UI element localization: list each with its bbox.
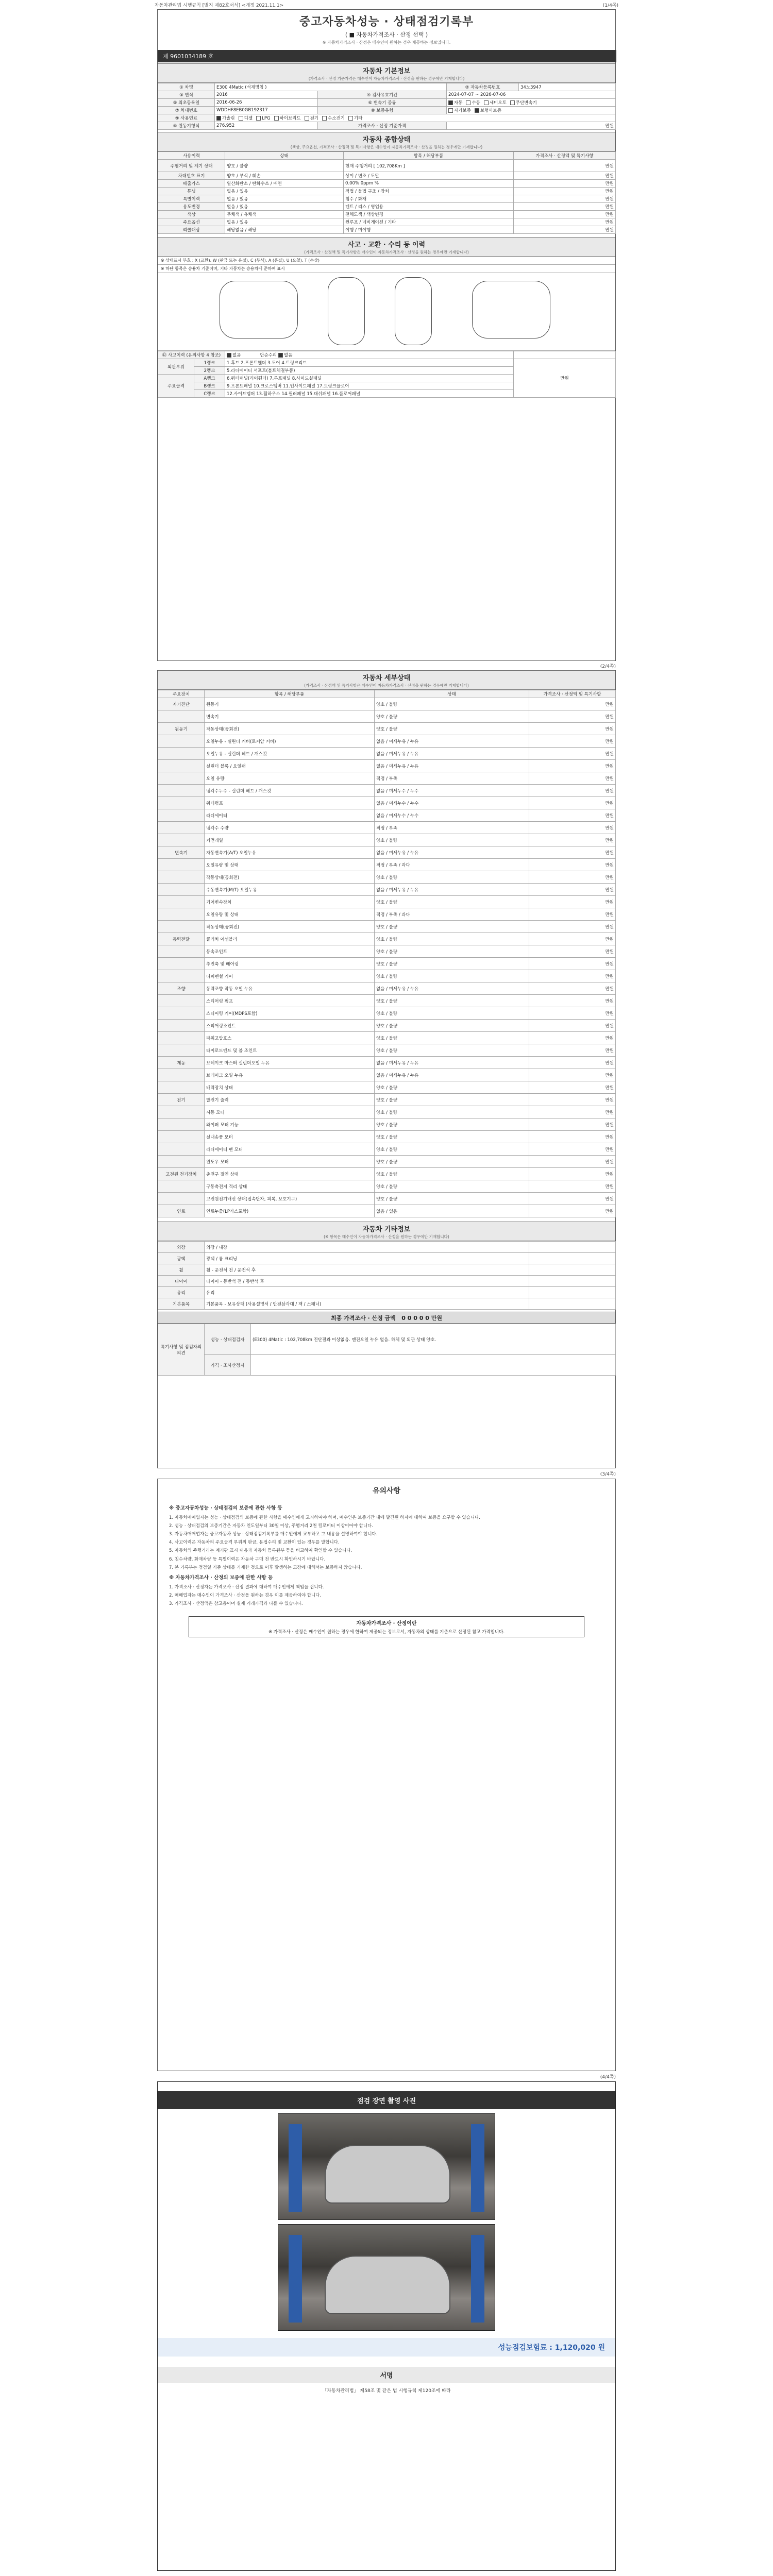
detail-state: 양호 / 불량 — [375, 945, 529, 958]
detail-state: 양호 / 불량 — [375, 933, 529, 945]
checkbox-icon — [448, 100, 453, 105]
detail-group: 변속기 — [158, 846, 205, 859]
detail-group — [158, 871, 205, 884]
detail-group: 원동기 — [158, 723, 205, 735]
general-status-table: 사용이력 상태 항목 / 해당부품 가격조사 · 산정액 및 특기사항 주행거리 및 계기 상태 양호 / 불량 현재 주행거리 [ 102,708Km ] 만원 차대번호 표기 양호 / 부식 / 훼손 상이 / 변조 / 도말 만원 배출가스 일산화탄소 / 탄화수소 / 매연 0.00% 0ppm % 만원 튜닝 없음 / 있음 적법 / 불법 구조 / 장치 만원 특별이력 없음 / 있음 침수 / 화재 만원 용도변경 없음 / 있음 렌트 / 리스 / 영업용 만원 색상 무채색 / 유채색 전체도색 / 색상변경 만원 주요옵션 없음 / 있음 썬루프 / 네비게이션 / 기타 만원 리콜대상 해당없음 / 해당 이행 / 미이행 만원 — [158, 151, 616, 234]
detail-row — [158, 982, 616, 995]
detail-group — [158, 834, 205, 846]
detail-price: 만원 — [529, 772, 616, 785]
detail-item: 스티어링 펌프 — [205, 995, 375, 1007]
detail-group — [158, 1180, 205, 1193]
detail-row — [158, 785, 616, 797]
detail-group: 동력전달 — [158, 933, 205, 945]
detail-state: 없음 / 미세누유 / 누유 — [375, 884, 529, 896]
detail-price: 만원 — [529, 1131, 616, 1143]
car-side-left-diagram — [220, 281, 298, 338]
detail-state: 양호 / 불량 — [375, 1044, 529, 1057]
accident-history-values: 없음 단순수리 없음 — [225, 351, 514, 359]
detail-group — [158, 945, 205, 958]
detail-price: 만원 — [529, 822, 616, 834]
detail-price: 만원 — [529, 871, 616, 884]
detail-item: 클러치 어셈블리 — [205, 933, 375, 945]
detail-group: 고전원 전기장치 — [158, 1168, 205, 1180]
detail-group — [158, 995, 205, 1007]
detail-group — [158, 859, 205, 871]
detail-group — [158, 958, 205, 970]
detail-group — [158, 809, 205, 822]
detail-item: 냉각수 수량 — [205, 822, 375, 834]
detail-state: 없음 / 미세누유 / 누유 — [375, 1057, 529, 1069]
detail-group — [158, 748, 205, 760]
label-reg-no: ② 자동차등록번호 — [447, 83, 519, 91]
detail-group — [158, 710, 205, 723]
car-top-frame-diagram — [395, 277, 432, 345]
section-title-detail: 자동차 세부상태 — [362, 674, 411, 682]
detail-state: 없음 / 미세누유 / 누유 — [375, 760, 529, 772]
detail-state: 양호 / 불량 — [375, 1156, 529, 1168]
detail-item: 브레이크 마스터 실린더오일 누유 — [205, 1057, 375, 1069]
signature-title: 서명 — [158, 2367, 615, 2383]
final-price-title: 최종 가격조사 · 산정 금액 — [331, 1315, 396, 1321]
detail-state: 적정 / 부족 — [375, 772, 529, 785]
detail-row — [158, 1168, 616, 1180]
detail-item: 변속기 — [205, 710, 375, 723]
detail-item: 배력장치 상태 — [205, 1081, 375, 1094]
detail-price: 만원 — [529, 1193, 616, 1205]
page-4 — [157, 2081, 616, 2571]
detail-state: 양호 / 불량 — [375, 871, 529, 884]
detail-item: 커먼레일 — [205, 834, 375, 846]
detail-group — [158, 797, 205, 809]
page-number: (1/4쪽) — [602, 3, 618, 8]
detail-state: 양호 / 불량 — [375, 896, 529, 908]
detail-row — [158, 1180, 616, 1193]
detail-price: 만원 — [529, 1032, 616, 1044]
label-car-name: ① 차명 — [158, 83, 215, 91]
page-subtitle: ( ■ 자동차가격조사 · 산정 선택 ) — [345, 31, 428, 38]
detail-item: 작동상태(공회전) — [205, 723, 375, 735]
section-note-accident: (가격조사 · 산정액 및 특기사항은 매수인이 자동차가격조사 · 산정을 원하는 경우에만 기재합니다) — [304, 250, 469, 255]
value-price-basis: 만원 — [447, 122, 616, 130]
detail-price: 만원 — [529, 1044, 616, 1057]
detail-item: 스티어링 기어(MDPS포함) — [205, 1007, 375, 1020]
detail-price: 만원 — [529, 859, 616, 871]
detail-row — [158, 1069, 616, 1081]
detail-price: 만원 — [529, 1168, 616, 1180]
detail-item: 라디에이터 팬 모터 — [205, 1143, 375, 1156]
detail-row — [158, 1032, 616, 1044]
detail-price: 만원 — [529, 982, 616, 995]
detail-item: 기어변속장치 — [205, 896, 375, 908]
detail-row — [158, 846, 616, 859]
detail-state: 없음 / 미세누유 / 누유 — [375, 982, 529, 995]
detail-row — [158, 834, 616, 846]
detail-state: 양호 / 불량 — [375, 1118, 529, 1131]
accident-legend: ※ 상태표시 부호 : X (교환), W (판금 또는 용접), C (부식), A (흠집), U (요철), T (손상) — [158, 257, 615, 265]
detail-item: 워터펌프 — [205, 797, 375, 809]
detail-price: 만원 — [529, 1007, 616, 1020]
detail-price: 만원 — [529, 1069, 616, 1081]
photos-title: 점검 장면 촬영 사진 — [158, 2091, 615, 2109]
value-year: 2016 — [215, 91, 318, 99]
detail-state: 양호 / 불량 — [375, 921, 529, 933]
detail-price: 만원 — [529, 933, 616, 945]
detail-price: 만원 — [529, 834, 616, 846]
detail-price: 만원 — [529, 748, 616, 760]
detail-row — [158, 896, 616, 908]
detail-group: 연료 — [158, 1205, 205, 1217]
detail-price: 만원 — [529, 945, 616, 958]
detail-item: 오일 유량 — [205, 772, 375, 785]
detail-state: 양호 / 불량 — [375, 1032, 529, 1044]
detail-group — [158, 735, 205, 748]
detail-group — [158, 1081, 205, 1094]
detail-state: 양호 / 불량 — [375, 1168, 529, 1180]
detail-state: 없음 / 미세누유 / 누유 — [375, 846, 529, 859]
detail-item: 작동상태(공회전) — [205, 921, 375, 933]
detail-row — [158, 995, 616, 1007]
detail-row — [158, 1131, 616, 1143]
detail-row — [158, 1205, 616, 1217]
label-fuel: ⑨ 사용연료 — [158, 114, 215, 122]
detail-price: 만원 — [529, 1020, 616, 1032]
notice-heading-2: ※ 자동차가격조사 · 산정의 보증에 관한 사항 등 — [169, 1574, 273, 1581]
transmission-options: 자동 수동 세미오토 무단변속기 — [447, 99, 616, 107]
detail-state: 양호 / 불량 — [375, 995, 529, 1007]
detail-row — [158, 1094, 616, 1106]
detail-item: 동력조향 작동 오일 누유 — [205, 982, 375, 995]
detail-row — [158, 859, 616, 871]
section-note-general: (색상, 주요옵션, 가격조사 · 산정액 및 특기사항은 매수인이 자동차가격조사 · 산정을 원하는 경우에만 기재합니다) — [290, 145, 483, 149]
detail-price: 만원 — [529, 760, 616, 772]
detail-state: 적정 / 부족 / 과다 — [375, 859, 529, 871]
detail-group — [158, 896, 205, 908]
detail-state: 없음 / 있음 — [375, 1205, 529, 1217]
detail-item: 추진축 및 베어링 — [205, 958, 375, 970]
value-car-name: E300 4Matic (석재명칭 ) — [215, 83, 447, 91]
warranty-options: 자가보증 보험사보증 — [447, 107, 616, 114]
detail-price: 만원 — [529, 921, 616, 933]
detail-row — [158, 1007, 616, 1020]
detail-row — [158, 1020, 616, 1032]
document-number: 제 9601034189 호 — [158, 50, 616, 62]
detail-row — [158, 1143, 616, 1156]
detail-row — [158, 871, 616, 884]
signature-text: 「자동차관리법」 제58조 및 같은 법 시행규칙 제120조에 따라 — [322, 2388, 451, 2394]
section-note-detail: (가격조사 · 산정액 및 특기사항은 매수인이 자동차가격조사 · 산정을 원하는 경우에만 기재합니다) — [304, 683, 469, 688]
detail-group — [158, 921, 205, 933]
page-number-3: (3/4쪽) — [600, 1472, 616, 1477]
detail-row — [158, 1106, 616, 1118]
detail-status-table: 주요장치 항목 / 해당부품 상태 가격조사 · 산정액 및 특기사항 자기진단 원동기 양호 / 불량 만원 변속기 양호 / 불량 만원 원동기 작동상태(공회전) 양호 / 불량 만원 오일누유 - 실린더 커버(로커암 커버) 없음 / 미세누유 / 누유 만원 오일누유 - 실린더 헤드 / 개스킷 없음 / 미세누유 / 누유 만원 실린더 블록 / 오일팬 없음 / 미세누유 / 누유 만원 오일 유량 적정 / 부족 만원 냉각수누수 - 실린더 헤드 / 개스킷 없음 / 미세누수 / 누수 만원 워터펌프 없음 / 미세누수 / 누수 만원 라디에이터 없음 / 미세누수 / 누수 만원 냉각수 수량 적정 / 부족 만원 커먼레일 양호 / 불량 만원 변속기 자동변속기(A/T) 오일누유 없음 / 미세누유 / 누유 만원 오일유량 및 상태 적정 / 부족 / 과다 만원 작동상태(공회전) 양호 / 불량 만원 수동변속기(M/T) 오일누유 없음 / 미세누유 / 누유 만원 기어변속장치 양호 / 불량 만원 오일유량 및 상태 적정 / 부족 / 과다 만원 작동상태(공회전) 양호 / 불량 만원 동력전달 클러치 어셈블리 양호 / 불량 만원 등속조인트 양호 / 불량 만원 추진축 및 베어링 양호 / 불량 만원 디퍼렌셜 기어 양호 / 불량 만원 조향 동력조향 작동 오일 누유 없음 / 미세누유 / 누유 만원 스티어링 펌프 양호 / 불량 만원 스티어링 기어(MDPS포함) 양호 / 불량 만원 스티어링조인트 양호 / 불량 만원 파워고압호스 양호 / 불량 만원 타이로드엔드 및 볼 조인트 양호 / 불량 만원 제동 브레이크 마스터 실린더오일 누유 없음 / 미세누유 / 누유 만원 브레이크 오일 누유 없음 / 미세누유 / 누유 만원 배력장치 상태 양호 / 불량 만원 전기 발전기 출력 양호 / 불량 만원 시동 모터 양호 / 불량 만원 와이퍼 모터 기능 양호 / 불량 만원 실내송풍 모터 양호 / 불량 만원 라디에이터 팬 모터 양호 / 불량 만원 윈도우 모터 양호 / 불량 만원 고전원 전기장치 충전구 절연 상태 양호 / 불량 만원 구동축전지 격리 상태 양호 / 불량 만원 고전원전기배선 상태(접속단자, 피복, 보호기구) 양호 / 불량 만원 연료 연료누출(LP가스포함) 없음 / 있음 만원 — [158, 690, 616, 1217]
detail-item: 브레이크 오일 누유 — [205, 1069, 375, 1081]
detail-price: 만원 — [529, 1205, 616, 1217]
detail-price: 만원 — [529, 735, 616, 748]
page-title: 중고자동차성능 · 상태점검기록부 — [299, 15, 474, 28]
detail-item: 오일유량 및 상태 — [205, 859, 375, 871]
detail-item: 연료누출(LP가스포함) — [205, 1205, 375, 1217]
detail-item: 오일누유 - 실린더 커버(로커암 커버) — [205, 735, 375, 748]
value-reg-no: 34노3947 — [519, 83, 616, 91]
detail-state: 양호 / 불량 — [375, 1007, 529, 1020]
basic-info-table — [158, 83, 616, 130]
value-first-reg: 2016-06-26 — [215, 99, 318, 107]
detail-price: 만원 — [529, 1118, 616, 1131]
label-vin: ⑦ 차대번호 — [158, 107, 215, 114]
car-side-right-diagram — [472, 281, 550, 338]
detail-group — [158, 785, 205, 797]
label-transmission: ⑥ 변속기 종류 — [318, 99, 447, 107]
detail-item: 스티어링조인트 — [205, 1020, 375, 1032]
section-title-other: 자동차 기타정보 — [362, 1226, 411, 1233]
detail-state: 없음 / 미세누유 / 누유 — [375, 735, 529, 748]
detail-group — [158, 1044, 205, 1057]
detail-price: 만원 — [529, 884, 616, 896]
detail-row — [158, 760, 616, 772]
page-note: ※ 자동차가격조사 · 산정은 매수인이 원하는 경우 제공하는 정보입니다. — [322, 40, 451, 45]
section-title-basic: 자동차 기본정보 — [362, 67, 411, 75]
detail-group — [158, 1020, 205, 1032]
detail-row — [158, 822, 616, 834]
detail-row — [158, 921, 616, 933]
detail-row — [158, 1044, 616, 1057]
detail-group: 전기 — [158, 1094, 205, 1106]
page-number-2: (2/4쪽) — [600, 664, 616, 669]
detail-row — [158, 970, 616, 982]
detail-item: 충전구 절연 상태 — [205, 1168, 375, 1180]
detail-group: 자기진단 — [158, 698, 205, 710]
detail-state: 없음 / 미세누수 / 누수 — [375, 809, 529, 822]
detail-group — [158, 1118, 205, 1131]
detail-group — [158, 908, 205, 921]
detail-item: 냉각수누수 - 실린더 헤드 / 개스킷 — [205, 785, 375, 797]
detail-item: 수동변속기(M/T) 오일누유 — [205, 884, 375, 896]
detail-state: 양호 / 불량 — [375, 834, 529, 846]
page-1 — [157, 9, 616, 661]
detail-item: 라디에이터 — [205, 809, 375, 822]
detail-price: 만원 — [529, 710, 616, 723]
page-2 — [157, 670, 616, 1468]
form-header-line — [0, 0, 773, 8]
detail-price: 만원 — [529, 1156, 616, 1168]
detail-price: 만원 — [529, 1143, 616, 1156]
detail-state: 양호 / 불량 — [375, 1106, 529, 1118]
detail-row — [158, 748, 616, 760]
detail-price: 만원 — [529, 1094, 616, 1106]
detail-item: 오일유량 및 상태 — [205, 908, 375, 921]
detail-item: 발전기 출력 — [205, 1094, 375, 1106]
detail-row — [158, 1057, 616, 1069]
detail-state: 양호 / 불량 — [375, 1143, 529, 1156]
opinion-table: 특기사항 및 점검자의 의견 성능 · 상태점검자 (E300) 4Matic : 102,708km 진단결과 이상없음. 엔진오일 누유 없음. 하체 및 외관 상태 양호. 가격 · 조사산정자 — [158, 1324, 616, 1376]
detail-group — [158, 1193, 205, 1205]
detail-group — [158, 1007, 205, 1020]
detail-row — [158, 723, 616, 735]
detail-row — [158, 908, 616, 921]
detail-state: 양호 / 불량 — [375, 710, 529, 723]
detail-item: 파워고압호스 — [205, 1032, 375, 1044]
detail-row — [158, 945, 616, 958]
detail-group — [158, 1032, 205, 1044]
detail-group — [158, 1143, 205, 1156]
value-engine: 276.952 — [215, 122, 318, 130]
detail-state: 양호 / 불량 — [375, 698, 529, 710]
detail-group — [158, 772, 205, 785]
detail-state: 양호 / 불량 — [375, 723, 529, 735]
label-price-basis: 가격조사 · 산정 기준가격 — [318, 122, 447, 130]
form-law-ref: 자동차관리법 시행규칙 [별지 제82호서식] <개정 2021.11.1> — [155, 3, 284, 8]
other-info-table: 외장 외장 / 내장 광택 광택 / 룸 크리닝 휠 휠 - 운전석 전 / 운전석 후 타이어 타이어 - 동반석 전 / 동반석 후 유리 유리 기본품목 기본품목 - 보유상태 (사용설명서 / 안전삼각대 / 잭 / 스패너) — [158, 1241, 616, 1310]
detail-state: 양호 / 불량 — [375, 1020, 529, 1032]
detail-price: 만원 — [529, 958, 616, 970]
detail-price: 만원 — [529, 723, 616, 735]
detail-price: 만원 — [529, 698, 616, 710]
detail-state: 없음 / 미세누유 / 누유 — [375, 748, 529, 760]
detail-state: 양호 / 불량 — [375, 1131, 529, 1143]
notice-title: 유의사항 — [372, 1487, 401, 1495]
detail-row — [158, 884, 616, 896]
detail-row — [158, 797, 616, 809]
detail-item: 오일누유 - 실린더 헤드 / 개스킷 — [205, 748, 375, 760]
detail-price: 만원 — [529, 896, 616, 908]
detail-group — [158, 1131, 205, 1143]
detail-group — [158, 760, 205, 772]
section-title-accident: 사고 · 교환 · 수리 등 이력 — [347, 241, 426, 249]
detail-state: 없음 / 미세누수 / 누수 — [375, 785, 529, 797]
detail-item: 작동상태(공회전) — [205, 871, 375, 884]
detail-state: 양호 / 불량 — [375, 958, 529, 970]
section-title-general: 자동차 종합상태 — [362, 136, 411, 144]
insurance-fee: 성능점검보험료 : 1,120,020 원 — [158, 2338, 615, 2357]
label-engine: ⑩ 원동기형식 — [158, 122, 215, 130]
detail-row — [158, 958, 616, 970]
detail-state: 없음 / 미세누수 / 누수 — [375, 797, 529, 809]
label-inspect: ④ 검사유효기간 — [318, 91, 447, 99]
detail-price: 만원 — [529, 1057, 616, 1069]
detail-state: 양호 / 불량 — [375, 1094, 529, 1106]
detail-price: 만원 — [529, 1106, 616, 1118]
detail-item: 자동변속기(A/T) 오일누유 — [205, 846, 375, 859]
accident-table: ⑫ 사고이력 (유의사항 4 참조) 없음 단순수리 없음 외판부위 1랭크 1.후드 2.프론트휀더 3.도어 4.트렁크리드 만원 2랭크 5.라디에이터 서포트(볼트체결부품) 주요골격 A랭크 6.쿼터패널(리어휀더) 7.루프패널 8.사이드실패널 B랭크 9.프론트패널 10.크로스멤버 11.인사이드패널 17.트렁크플로어 C랭크 12.사이드멤버 13.휠하우스 14.필러패널 15.대쉬패널 16.플로어패널 — [158, 351, 616, 398]
detail-row — [158, 698, 616, 710]
detail-group: 제동 — [158, 1057, 205, 1069]
detail-state: 양호 / 불량 — [375, 970, 529, 982]
detail-group — [158, 970, 205, 982]
detail-price: 만원 — [529, 908, 616, 921]
detail-row — [158, 933, 616, 945]
detail-state: 적정 / 부족 / 과다 — [375, 908, 529, 921]
accident-note: ※ 하단 항목은 승용차 기준이며, 기타 자동차는 승용차에 준하여 표시 — [158, 265, 615, 273]
detail-item: 와이퍼 모터 기능 — [205, 1118, 375, 1131]
detail-item: 원동기 — [205, 698, 375, 710]
detail-item: 고전원전기배선 상태(접속단자, 피복, 보호기구) — [205, 1193, 375, 1205]
detail-row — [158, 1156, 616, 1168]
detail-item: 구동축전지 격리 상태 — [205, 1180, 375, 1193]
label-first-reg: ⑤ 최초등록일 — [158, 99, 215, 107]
detail-price: 만원 — [529, 1180, 616, 1193]
detail-price: 만원 — [529, 970, 616, 982]
section-note-other: (※ 항목은 매수인이 자동차가격조사 · 산정을 원하는 경우에만 기재합니다) — [324, 1234, 449, 1239]
detail-row — [158, 710, 616, 723]
detail-price: 만원 — [529, 785, 616, 797]
inspection-photo-rear — [278, 2224, 495, 2331]
section-note-basic: (가격조사 · 산정 기준가격은 매수인이 자동차가격조사 · 산정을 원하는 경우에만 기재합니다) — [308, 76, 465, 81]
car-top-front-diagram — [328, 277, 365, 345]
detail-state: 양호 / 불량 — [375, 1193, 529, 1205]
detail-group — [158, 884, 205, 896]
detail-state: 적정 / 부족 — [375, 822, 529, 834]
detail-price: 만원 — [529, 846, 616, 859]
detail-row — [158, 772, 616, 785]
detail-row — [158, 1193, 616, 1205]
page-3 — [157, 1479, 616, 2071]
detail-group — [158, 1106, 205, 1118]
label-warranty: ⑧ 보증유형 — [318, 107, 447, 114]
detail-group — [158, 822, 205, 834]
inspection-photo-front — [278, 2113, 495, 2220]
detail-item: 실내송풍 모터 — [205, 1131, 375, 1143]
detail-item: 등속조인트 — [205, 945, 375, 958]
detail-row — [158, 1118, 616, 1131]
detail-row — [158, 1081, 616, 1094]
detail-price: 만원 — [529, 809, 616, 822]
fuel-options: 가솔린 디젤 LPG 하이브리드 전기 수소전기 기타 — [215, 114, 616, 122]
value-vin: WDDHF8EB0GB192317 — [215, 107, 318, 114]
detail-row — [158, 809, 616, 822]
detail-item: 시동 모터 — [205, 1106, 375, 1118]
value-inspect: 2024-07-07 ~ 2026-07-06 — [447, 91, 616, 99]
detail-state: 양호 / 불량 — [375, 1081, 529, 1094]
price-info-box: 자동차가격조사 · 산정이란 ※ 가격조사 · 산정은 매수인이 원하는 경우에 한하여 제공되는 정보로서, 자동차의 상태를 기준으로 산정된 참고 가격입니다. — [189, 1616, 584, 1637]
detail-group — [158, 1069, 205, 1081]
notice-body: ※ 중고자동차성능 · 상태점검의 보증에 관한 사항 등 1. 자동차매매업자는 성능 · 상태점검의 보증에 관한 사항을 매수인에게 고지하여야 하며, 매수인은 보증기간 내에 발견된 하자에 대하여 보증을 요구할 수 있습니다. 2. 성능 · 상태점검의 보증기간은 자동차 인도일부터 30일 이상, 주행거리 2천 킬로미터 이상이어야 합니다. 3. 자동차매매업자는 중고자동차 성능 · 상태점검기록부를 매수인에게 교부하고 그 내용을 설명하여야 합니다. 4. 사고이력은 자동차의 주요골격 부위의 판금, 용접수리 및 교환이 있는 경우를 말합니다. 5. 자동차의 주행거리는 계기판 표시 내용과 자동차 등록원부 등을 비교하여 확인할 수 있습니다. 6. 침수차량, 화재차량 등 특별이력은 자동차 구매 전 반드시 확인하시기 바랍니다. 7. 본 기록부는 점검일 기준 상태를 기재한 것으로 이후 발생하는 고장에 대해서는 보증하지 않습니다. ※ 자동차가격조사 · 산정의 보증에 관한 사항 등 1. 가격조사 · 산정자는 가격조사 · 산정 결과에 대하여 매수인에게 책임을 집니다. 2. 매매업자는 매수인이 가격조사 · 산정을 원하는 경우 이를 제공하여야 합니다. 3. 가격조사 · 산정액은 참고용이며 실제 거래가격과 다를 수 있습니다. — [158, 1498, 615, 1613]
detail-item: 타이로드엔드 및 볼 조인트 — [205, 1044, 375, 1057]
detail-price: 만원 — [529, 995, 616, 1007]
car-diagrams — [158, 273, 615, 351]
notice-heading-1: ※ 중고자동차성능 · 상태점검의 보증에 관한 사항 등 — [169, 1505, 282, 1511]
detail-item: 실린더 블록 / 오일팬 — [205, 760, 375, 772]
detail-item: 윈도우 모터 — [205, 1156, 375, 1168]
detail-row — [158, 735, 616, 748]
detail-state: 양호 / 불량 — [375, 1180, 529, 1193]
detail-price: 만원 — [529, 1081, 616, 1094]
detail-group: 조향 — [158, 982, 205, 995]
page-number-4: (4/4쪽) — [600, 2075, 616, 2080]
detail-group — [158, 1156, 205, 1168]
detail-price: 만원 — [529, 797, 616, 809]
detail-state: 없음 / 미세누유 / 누유 — [375, 1069, 529, 1081]
final-price-amount: 0 0 0 0 0 만원 — [401, 1315, 442, 1321]
detail-item: 디퍼렌셜 기어 — [205, 970, 375, 982]
label-year: ③ 연식 — [158, 91, 215, 99]
